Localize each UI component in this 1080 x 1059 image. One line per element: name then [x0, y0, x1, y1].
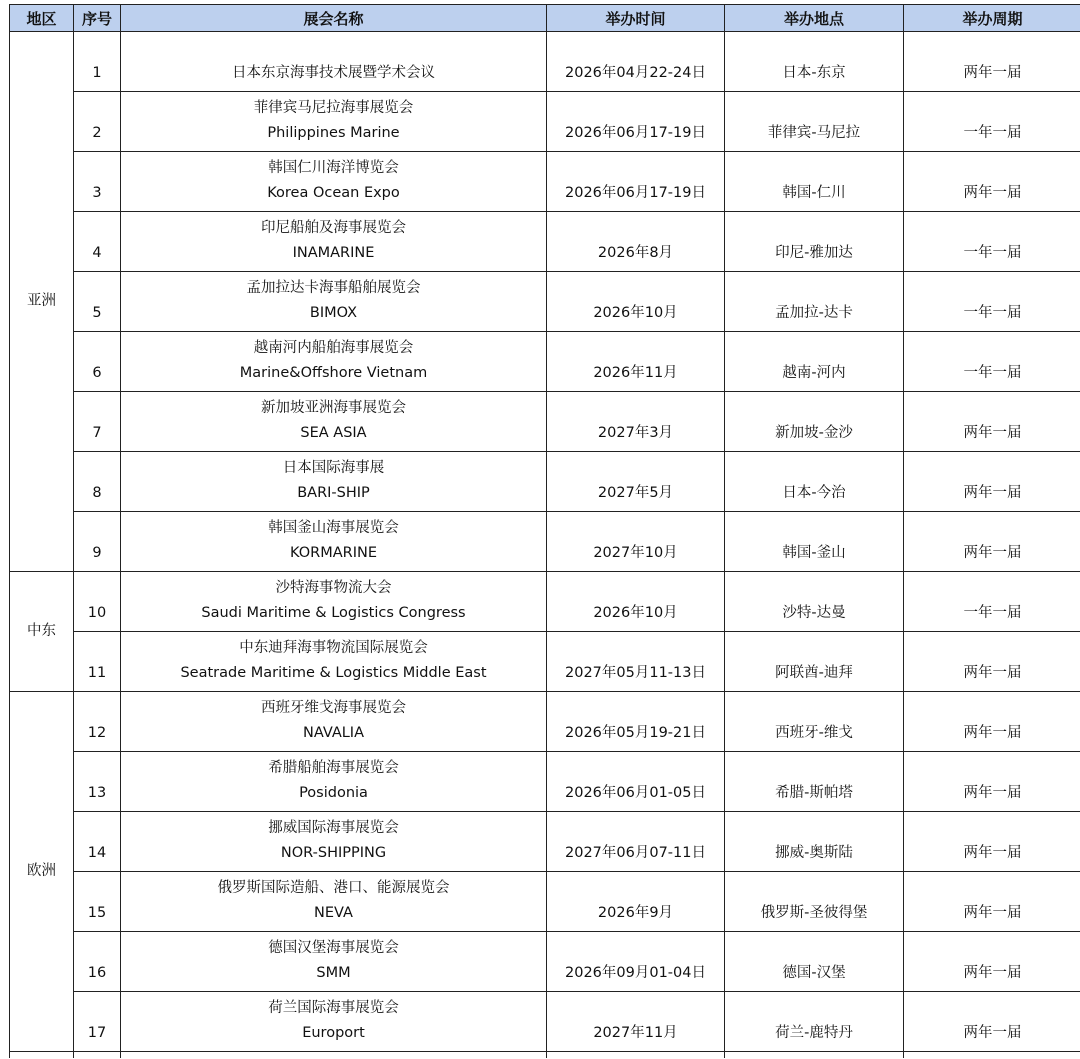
region-cell: 欧洲 [10, 692, 74, 1052]
table-row [10, 272, 1080, 332]
location-cell: 日本-东京 [725, 32, 904, 92]
partial-cell [74, 1052, 121, 1059]
cycle-cell: 两年一届 [904, 512, 1080, 572]
location-cell: 菲律宾-马尼拉 [725, 92, 904, 152]
time-cell: 2027年05月11-13日 [547, 632, 725, 692]
time-cell: 2026年8月 [547, 212, 725, 272]
table-row [10, 992, 1080, 1052]
time-cell: 2026年05月19-21日 [547, 692, 725, 752]
exhibition-name-en: BIMOX [309, 305, 358, 321]
table-row [10, 692, 1080, 752]
number-cell: 4 [74, 212, 121, 272]
exhibition-name-cell [121, 332, 547, 392]
number-cell: 2 [74, 92, 121, 152]
partial-cell [904, 1052, 1080, 1059]
exhibition-name-en: Europort [302, 1025, 365, 1041]
cycle-cell: 一年一届 [904, 92, 1080, 152]
location-cell: 阿联酋-迪拜 [725, 632, 904, 692]
time-cell: 2026年06月17-19日 [547, 92, 725, 152]
exhibition-name-cell [121, 752, 547, 812]
table-row [10, 152, 1080, 212]
location-cell: 挪威-奥斯陆 [725, 812, 904, 872]
header-region: 地区 [10, 5, 74, 32]
exhibition-name-cn: 印尼船舶及海事展览会 [261, 220, 406, 236]
location-cell: 日本-今治 [725, 452, 904, 512]
exhibition-name-cell [121, 452, 547, 512]
exhibition-name-en: Saudi Maritime & Logistics Congress [201, 605, 466, 621]
partial-cell [121, 1052, 547, 1059]
exhibition-name-cn: 中东迪拜海事物流国际展览会 [239, 640, 428, 656]
exhibition-name-cell [121, 512, 547, 572]
table-row [10, 932, 1080, 992]
table-row [10, 332, 1080, 392]
cycle-cell: 两年一届 [904, 32, 1080, 92]
number-cell: 8 [74, 452, 121, 512]
exhibition-name-cell [121, 152, 547, 212]
region-cell: 中东 [10, 572, 74, 692]
exhibition-name-cell [121, 92, 547, 152]
number-cell: 7 [74, 392, 121, 452]
exhibition-name-en: KORMARINE [290, 545, 377, 561]
location-cell: 孟加拉-达卡 [725, 272, 904, 332]
location-cell: 沙特-达曼 [725, 572, 904, 632]
time-cell: 2027年3月 [547, 392, 725, 452]
region-cell: 亚洲 [10, 32, 74, 572]
exhibition-name-cn: 沙特海事物流大会 [275, 580, 392, 596]
exhibition-name-cn: 新加坡亚洲海事展览会 [261, 400, 406, 416]
exhibition-table [9, 4, 1080, 1058]
partial-cell [10, 1052, 74, 1059]
location-cell: 希腊-斯帕塔 [725, 752, 904, 812]
exhibition-name-cn: 越南河内船舶海事展览会 [253, 340, 414, 356]
exhibition-name-cn: 韩国釜山海事展览会 [268, 520, 399, 536]
cycle-cell: 两年一届 [904, 812, 1080, 872]
exhibition-name-cell [121, 32, 547, 92]
exhibition-name-en: NEVA [314, 905, 353, 921]
exhibition-name-cell [121, 692, 547, 752]
time-cell: 2027年06月07-11日 [547, 812, 725, 872]
exhibition-name-cell [121, 872, 547, 932]
partial-cell [547, 1052, 725, 1059]
exhibition-name-en: SEA ASIA [300, 425, 367, 441]
exhibition-name-cell [121, 212, 547, 272]
exhibition-name-cell [121, 932, 547, 992]
exhibition-name-cell [121, 632, 547, 692]
cycle-cell: 一年一届 [904, 572, 1080, 632]
header-exhibition-name: 展会名称 [121, 5, 547, 32]
exhibition-name-en: Posidonia [299, 785, 368, 801]
exhibition-name-en: Philippines Marine [267, 125, 400, 141]
time-cell: 2027年11月 [547, 992, 725, 1052]
number-cell: 10 [74, 572, 121, 632]
exhibition-name-en: NOR-SHIPPING [280, 845, 387, 861]
cycle-cell: 两年一届 [904, 152, 1080, 212]
exhibition-name-en: Seatrade Maritime & Logistics Middle East [180, 665, 487, 681]
time-cell: 2026年10月 [547, 572, 725, 632]
location-cell: 德国-汉堡 [725, 932, 904, 992]
location-cell: 韩国-釜山 [725, 512, 904, 572]
header-location: 举办地点 [725, 5, 904, 32]
exhibition-name-cell [121, 272, 547, 332]
time-cell: 2027年5月 [547, 452, 725, 512]
table-row [10, 392, 1080, 452]
exhibition-name-cn: 俄罗斯国际造船、港口、能源展览会 [217, 880, 450, 896]
exhibition-name-en: INAMARINE [292, 245, 375, 261]
cycle-cell: 两年一届 [904, 392, 1080, 452]
exhibition-name-cn: 德国汉堡海事展览会 [268, 940, 399, 956]
number-cell: 6 [74, 332, 121, 392]
exhibition-name-cn: 韩国仁川海洋博览会 [268, 160, 399, 176]
time-cell: 2026年11月 [547, 332, 725, 392]
number-cell: 3 [74, 152, 121, 212]
cycle-cell: 两年一届 [904, 632, 1080, 692]
exhibition-name-cell [121, 572, 547, 632]
table-row [10, 752, 1080, 812]
cycle-cell: 两年一届 [904, 752, 1080, 812]
number-cell: 16 [74, 932, 121, 992]
exhibition-name-en: NAVALIA [302, 725, 365, 741]
cycle-cell: 一年一届 [904, 332, 1080, 392]
location-cell: 越南-河内 [725, 332, 904, 392]
exhibition-name-cn: 挪威国际海事展览会 [268, 820, 399, 836]
table-row [10, 632, 1080, 692]
time-cell: 2026年10月 [547, 272, 725, 332]
number-cell: 5 [74, 272, 121, 332]
cycle-cell: 两年一届 [904, 992, 1080, 1052]
exhibition-name-en: 日本东京海事技术展暨学术会议 [232, 65, 435, 81]
exhibition-name-cell [121, 812, 547, 872]
table-row [10, 32, 1080, 92]
number-cell: 11 [74, 632, 121, 692]
table-row [10, 872, 1080, 932]
number-cell: 15 [74, 872, 121, 932]
time-cell: 2026年9月 [547, 872, 725, 932]
table-row-partial [10, 1052, 1080, 1059]
exhibition-name-en: SMM [316, 965, 351, 981]
table-row [10, 512, 1080, 572]
exhibition-name-cn: 西班牙维戈海事展览会 [261, 700, 406, 716]
location-cell: 俄罗斯-圣彼得堡 [725, 872, 904, 932]
number-cell: 9 [74, 512, 121, 572]
header-number: 序号 [74, 5, 121, 32]
cycle-cell: 两年一届 [904, 932, 1080, 992]
location-cell: 西班牙-维戈 [725, 692, 904, 752]
exhibition-name-cn: 孟加拉达卡海事船舶展览会 [246, 280, 421, 296]
location-cell: 新加坡-金沙 [725, 392, 904, 452]
cycle-cell: 两年一届 [904, 692, 1080, 752]
header-cycle: 举办周期 [904, 5, 1080, 32]
cycle-cell: 一年一届 [904, 272, 1080, 332]
exhibition-name-cn: 希腊船舶海事展览会 [268, 760, 399, 776]
partial-cell [725, 1052, 904, 1059]
time-cell: 2026年09月01-04日 [547, 932, 725, 992]
table-row [10, 92, 1080, 152]
exhibition-name-cn: 日本国际海事展 [282, 460, 385, 476]
location-cell: 荷兰-鹿特丹 [725, 992, 904, 1052]
exhibition-name-en: BARI-SHIP [297, 485, 370, 501]
table-row [10, 212, 1080, 272]
cycle-cell: 两年一届 [904, 872, 1080, 932]
exhibition-name-cell [121, 992, 547, 1052]
table-row [10, 452, 1080, 512]
time-cell: 2026年04月22-24日 [547, 32, 725, 92]
time-cell: 2026年06月17-19日 [547, 152, 725, 212]
time-cell: 2026年06月01-05日 [547, 752, 725, 812]
header-time: 举办时间 [547, 5, 725, 32]
exhibition-name-cn: 荷兰国际海事展览会 [268, 1000, 399, 1016]
number-cell: 1 [74, 32, 121, 92]
number-cell: 13 [74, 752, 121, 812]
exhibition-name-en: Korea Ocean Expo [267, 185, 400, 201]
exhibition-name-cell [121, 392, 547, 452]
number-cell: 17 [74, 992, 121, 1052]
cycle-cell: 两年一届 [904, 452, 1080, 512]
cycle-cell: 一年一届 [904, 212, 1080, 272]
exhibition-name-en: Marine&Offshore Vietnam [239, 365, 428, 381]
location-cell: 韩国-仁川 [725, 152, 904, 212]
location-cell: 印尼-雅加达 [725, 212, 904, 272]
table-header-row [10, 5, 1080, 32]
number-cell: 12 [74, 692, 121, 752]
time-cell: 2027年10月 [547, 512, 725, 572]
table-row [10, 572, 1080, 632]
table-row [10, 812, 1080, 872]
number-cell: 14 [74, 812, 121, 872]
exhibition-name-cn: 菲律宾马尼拉海事展览会 [253, 100, 414, 116]
